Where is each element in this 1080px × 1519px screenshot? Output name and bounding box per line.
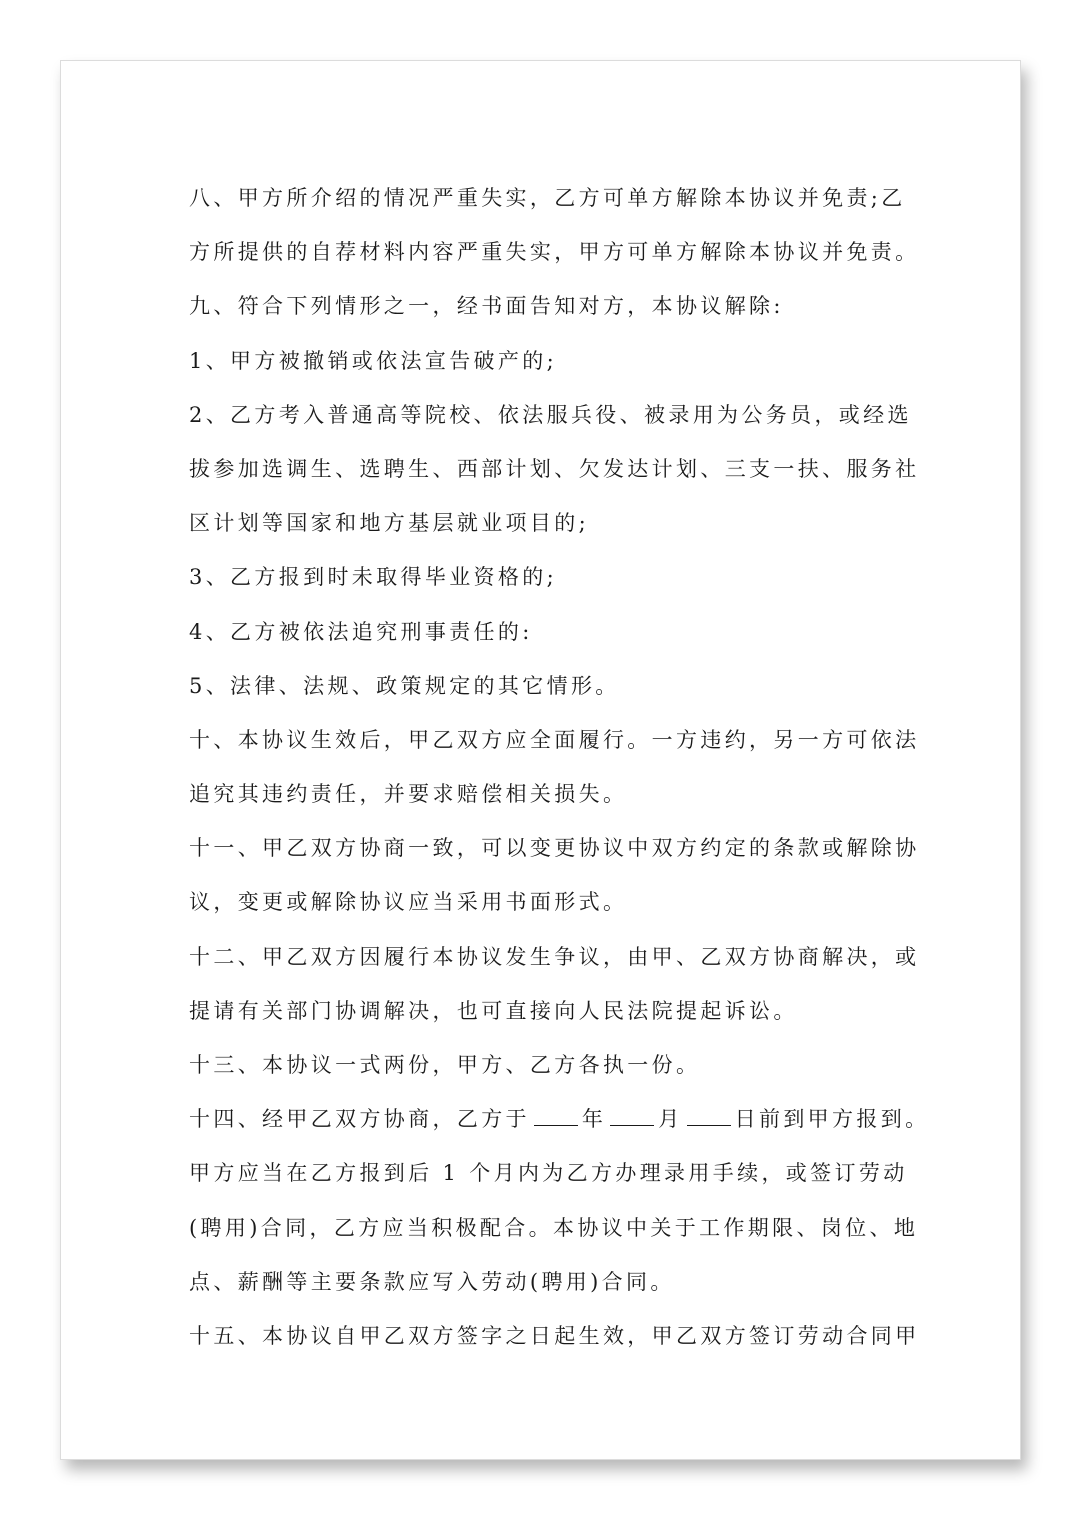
text-line: 九、符合下列情形之一，经书面告知对方，本协议解除: (189, 294, 784, 319)
document-page (60, 60, 1021, 1460)
text-line: 点、薪酬等主要条款应写入劳动(聘用)合同。 (189, 1269, 675, 1294)
text-line: 十五、本协议自甲乙双方签字之日起生效，甲乙双方签订劳动合同甲 (189, 1323, 920, 1348)
text-line: 2、乙方考入普通高等院校、依法服兵役、被录用为公务员，或经选 (189, 402, 912, 427)
document-body (189, 171, 930, 1363)
text-line: 十一、甲乙双方协商一致，可以变更协议中双方约定的条款或解除协 (189, 836, 920, 861)
text-line: 提请有关部门协调解决，也可直接向人民法院提起诉讼。 (189, 998, 798, 1023)
month-label: 月 (658, 1107, 683, 1132)
text-line: 议，变更或解除协议应当采用书面形式。 (189, 890, 628, 915)
text-line: 十三、本协议一式两份，甲方、乙方各执一份。 (189, 1053, 701, 1077)
text-line: 拔参加选调生、选聘生、西部计划、欠发达计划、三支一扶、服务社 (189, 456, 920, 481)
text-line: 5、法律、法规、政策规定的其它情形。 (189, 673, 620, 698)
text-line: 十、本协议生效后，甲乙双方应全面履行。一方违约，另一方可依法 (189, 727, 920, 752)
text-line: 方所提供的自荐材料内容严重失实，甲方可单方解除本协议并免责。 (189, 240, 920, 265)
text-line: 3、乙方报到时未取得毕业资格的; (189, 565, 558, 590)
text-line: 十二、甲乙双方因履行本协议发生争议，由甲、乙双方协商解决，或 (189, 944, 920, 969)
text-line: 八、甲方所介绍的情况严重失实，乙方可单方解除本协议并免责;乙 (189, 186, 906, 210)
text-line: (聘用)合同，乙方应当积极配合。本协议中关于工作期限、岗位、地 (189, 1215, 919, 1240)
arrival-clause-suffix: 日前到甲方报到。 (734, 1107, 930, 1132)
year-blank (534, 1103, 578, 1126)
text-line: 区计划等国家和地方基层就业项目的; (189, 511, 590, 536)
text-line: 4、乙方被依法追究刑事责任的: (189, 619, 533, 644)
text-line: 1、甲方被撤销或依法宣告破产的; (189, 348, 558, 373)
month-blank (610, 1103, 654, 1126)
arrival-clause-line (189, 1092, 930, 1146)
text-line: 甲方应当在乙方报到后 1 个月内为乙方办理录用手续，或签订劳动 (189, 1161, 908, 1186)
day-blank (687, 1103, 731, 1126)
arrival-clause-prefix: 十四、经甲乙双方协商，乙方于 (189, 1107, 530, 1132)
year-label: 年 (581, 1107, 607, 1132)
text-line: 追究其违约责任，并要求赔偿相关损失。 (189, 782, 628, 807)
